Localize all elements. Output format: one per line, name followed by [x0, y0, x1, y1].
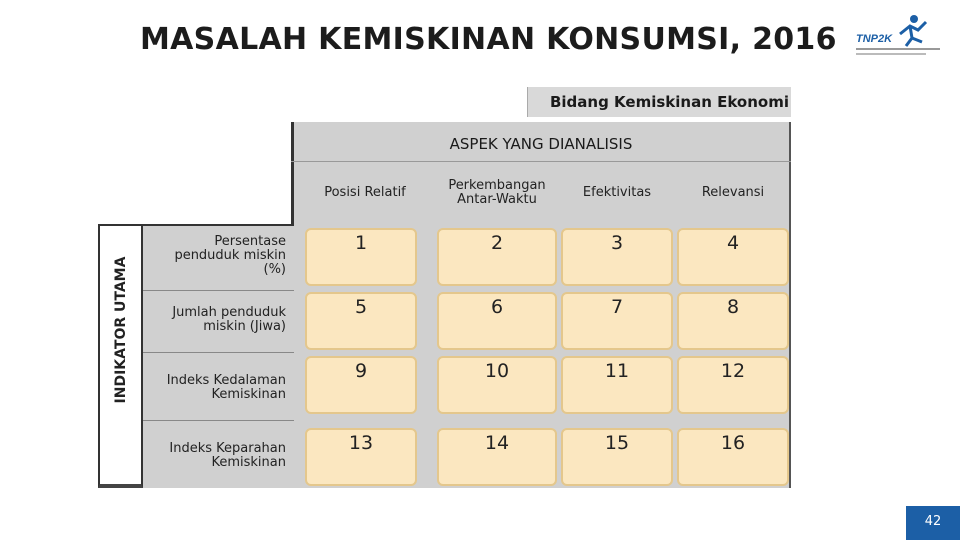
grid-cell: 3: [561, 228, 673, 286]
grid-cell: 15: [561, 428, 673, 486]
grid-cell: 16: [677, 428, 789, 486]
grid-cell: 7: [561, 292, 673, 350]
grid-cell: 5: [305, 292, 417, 350]
logo-text: TNP2K: [856, 33, 893, 45]
tnp2k-logo: [852, 12, 944, 60]
col-header-posisi-relatif: Posisi Relatif: [324, 185, 406, 200]
col-header-relevansi: Relevansi: [701, 185, 765, 200]
col-header-efektivitas: Efektivitas: [582, 185, 652, 200]
col-header-perkembangan: Perkembangan Antar-Waktu: [448, 178, 546, 207]
slide-title: MASALAH KEMISKINAN KONSUMSI, 2016: [140, 22, 837, 57]
row-label-jumlah: Jumlah penduduk miskin (Jiwa): [172, 305, 286, 334]
row-label-persentase: Persentase penduduk miskin (%): [174, 234, 286, 277]
row-divider: [143, 352, 294, 353]
row-label-kedalaman: Indeks Kedalaman Kemiskinan: [166, 373, 286, 402]
grid-cell: 1: [305, 228, 417, 286]
row-divider: [143, 420, 294, 421]
grid-cell: 13: [305, 428, 417, 486]
aspect-header: ASPEK YANG DIANALISIS: [291, 122, 791, 162]
grid-cell: 12: [677, 356, 789, 414]
row-label-keparahan: Indeks Keparahan Kemiskinan: [169, 441, 286, 470]
grid-cell: 9: [305, 356, 417, 414]
row-divider: [143, 290, 294, 291]
grid-cell: 11: [561, 356, 673, 414]
grid-cell: 10: [437, 356, 557, 414]
field-label-badge: Bidang Kemiskinan Ekonomi: [527, 87, 791, 117]
grid-cell: 8: [677, 292, 789, 350]
grid-cell: 4: [677, 228, 789, 286]
page-number: 42: [906, 506, 960, 540]
grid-cell: 2: [437, 228, 557, 286]
grid-cell: 14: [437, 428, 557, 486]
grid-cell: 6: [437, 292, 557, 350]
